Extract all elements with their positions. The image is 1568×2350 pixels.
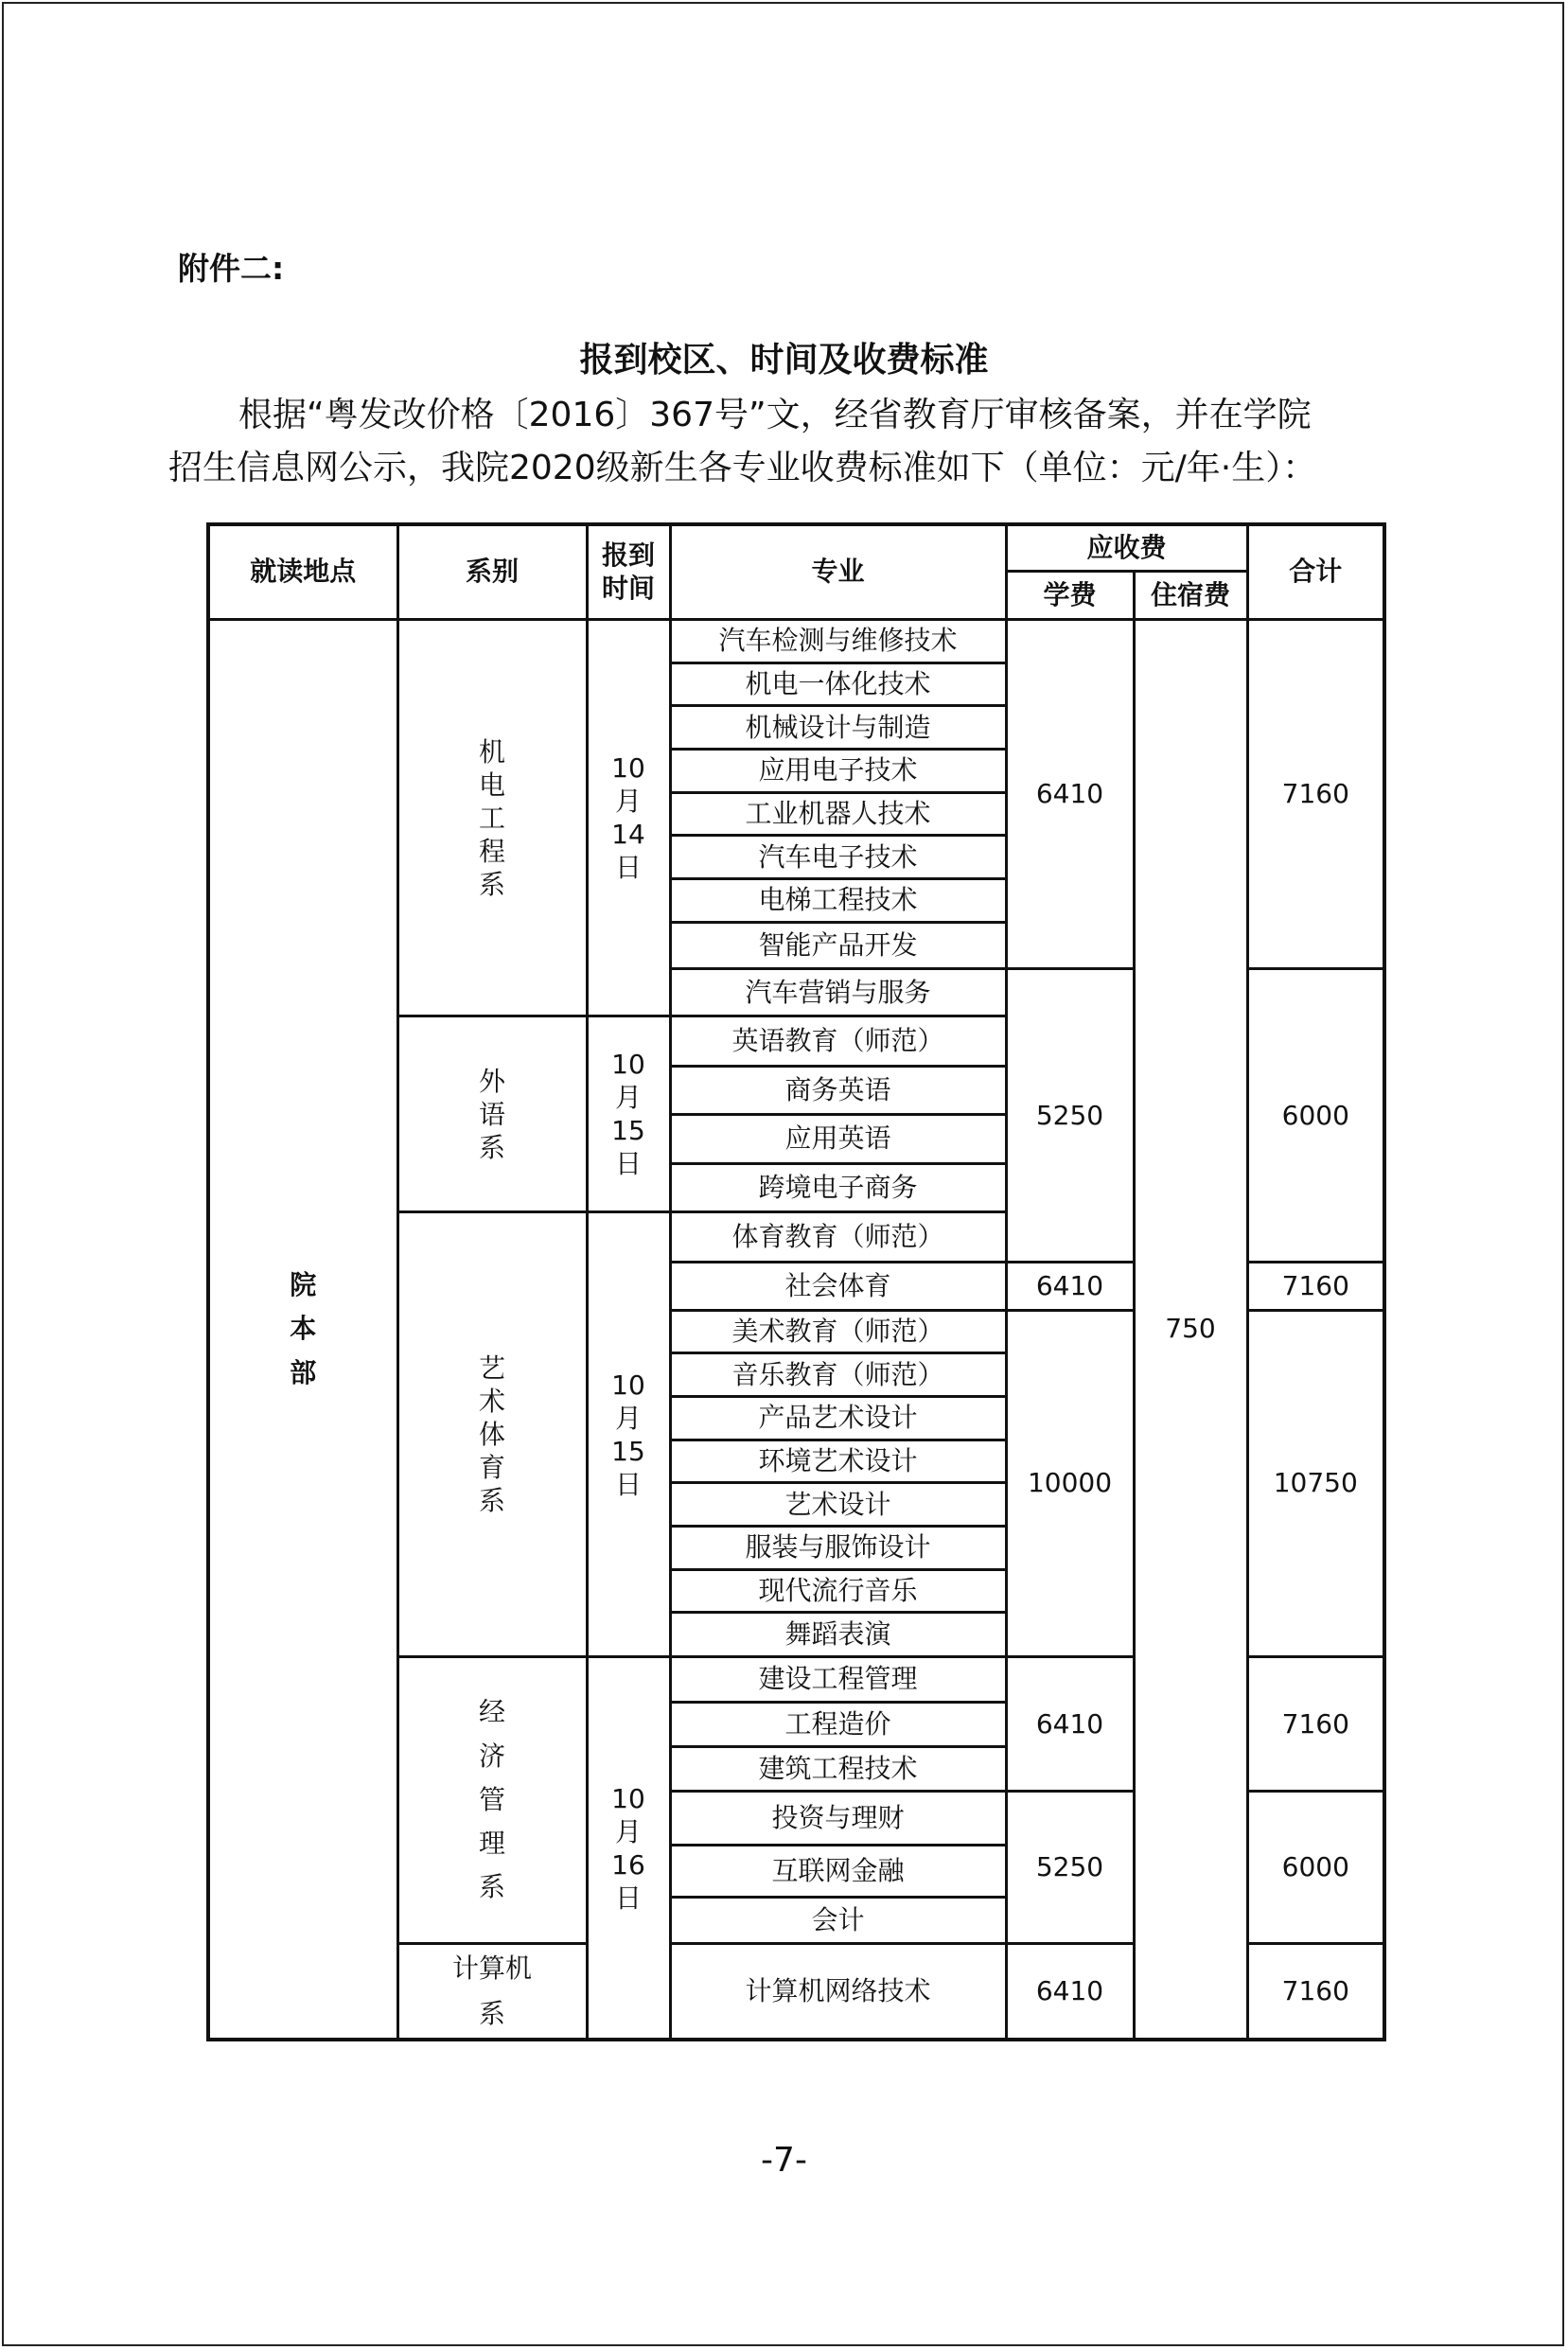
accommodation-cell: 750 — [1134, 619, 1247, 2040]
document-title: 报到校区、时间及收费标准 — [579, 341, 989, 380]
paragraph-line-2: 招生信息网公示，我院2020级新生各专业收费标准如下（单位：元/年·生）： — [168, 449, 1317, 487]
tuition-cell: 6410 — [1006, 1263, 1134, 1311]
department-comp-text: 计算机系 — [451, 1952, 532, 2029]
time-oct15a-text: 10月15日 — [611, 1049, 645, 1180]
header-department: 系别 — [397, 524, 587, 619]
header-accommodation: 住宿费 — [1134, 572, 1247, 620]
tuition-cell: 5250 — [1006, 1792, 1134, 1943]
fee-table — [206, 522, 1386, 2041]
major-cell: 舞蹈表演 — [670, 1613, 1006, 1657]
time-oct15b-text: 10月15日 — [611, 1369, 645, 1500]
major-cell: 工程造价 — [670, 1702, 1006, 1746]
header-major: 专业 — [670, 524, 1006, 619]
major-cell: 汽车电子技术 — [670, 836, 1006, 879]
major-cell: 互联网金融 — [670, 1846, 1006, 1898]
major-cell: 艺术设计 — [670, 1483, 1006, 1527]
major-cell: 汽车营销与服务 — [670, 969, 1006, 1016]
major-cell: 现代流行音乐 — [670, 1569, 1006, 1613]
department-lang — [397, 1016, 587, 1212]
time-oct15a — [587, 1016, 670, 1212]
total-cell: 7160 — [1247, 619, 1384, 968]
tuition-cell: 6410 — [1006, 1943, 1134, 2040]
department-econ — [397, 1657, 587, 1943]
header-fees: 应收费 — [1006, 524, 1247, 572]
major-cell: 机械设计与制造 — [670, 706, 1006, 750]
header-report-time — [587, 524, 670, 619]
major-cell: 体育教育（师范） — [670, 1212, 1006, 1263]
time-oct16 — [587, 1657, 670, 2040]
tuition-cell: 6410 — [1006, 1657, 1134, 1792]
major-cell: 机电一体化技术 — [670, 663, 1006, 706]
major-cell: 汽车检测与维修技术 — [670, 619, 1006, 663]
major-cell: 商务英语 — [670, 1066, 1006, 1114]
time-oct15b — [587, 1212, 670, 1657]
total-cell: 7160 — [1247, 1657, 1384, 1792]
major-cell: 音乐教育（师范） — [670, 1353, 1006, 1397]
major-cell: 投资与理财 — [670, 1792, 1006, 1846]
department-art-text: 艺术体育系 — [478, 1352, 505, 1517]
tuition-cell: 6410 — [1006, 619, 1134, 968]
department-lang-text: 外语系 — [478, 1065, 505, 1163]
major-cell: 环境艺术设计 — [670, 1440, 1006, 1483]
major-cell: 英语教育（师范） — [670, 1016, 1006, 1067]
major-cell: 电梯工程技术 — [670, 879, 1006, 923]
department-art — [397, 1212, 587, 1657]
header-tuition: 学费 — [1006, 572, 1134, 620]
major-cell: 工业机器人技术 — [670, 792, 1006, 836]
major-cell: 计算机网络技术 — [670, 1943, 1006, 2040]
tuition-cell: 10000 — [1006, 1310, 1134, 1656]
time-oct16-text: 10月16日 — [611, 1782, 645, 1914]
tuition-cell: 5250 — [1006, 969, 1134, 1263]
major-cell: 美术教育（师范） — [670, 1310, 1006, 1353]
department-econ-text: 经济管理系 — [478, 1696, 505, 1903]
time-oct14-text: 10月14日 — [611, 752, 645, 884]
location-cell — [208, 619, 397, 2040]
major-cell: 服装与服饰设计 — [670, 1527, 1006, 1570]
header-report-time-text: 报到时间 — [601, 539, 655, 605]
page-number: -7- — [761, 2141, 807, 2180]
major-cell: 产品艺术设计 — [670, 1397, 1006, 1440]
major-cell: 社会体育 — [670, 1263, 1006, 1311]
time-oct14 — [587, 619, 670, 1016]
total-cell: 10750 — [1247, 1310, 1384, 1656]
total-cell: 6000 — [1247, 1792, 1384, 1943]
total-cell: 7160 — [1247, 1263, 1384, 1311]
total-cell: 6000 — [1247, 969, 1384, 1263]
major-cell: 应用电子技术 — [670, 750, 1006, 793]
major-cell: 跨境电子商务 — [670, 1164, 1006, 1212]
major-cell: 应用英语 — [670, 1114, 1006, 1164]
total-cell: 7160 — [1247, 1943, 1384, 2040]
major-cell: 建设工程管理 — [670, 1657, 1006, 1703]
paragraph-line-1: 根据“粤发改价格〔2016〕367号”文，经省教育厅审核备案，并在学院 — [238, 396, 1312, 434]
header-location: 就读地点 — [208, 524, 397, 619]
annex-label: 附件二: — [178, 250, 285, 287]
department-mech — [397, 619, 587, 1016]
location-text: 院本部 — [290, 1269, 317, 1388]
major-cell: 智能产品开发 — [670, 922, 1006, 969]
major-cell: 建筑工程技术 — [670, 1746, 1006, 1792]
header-total: 合计 — [1247, 524, 1384, 619]
department-comp — [397, 1943, 587, 2040]
major-cell: 会计 — [670, 1897, 1006, 1943]
department-mech-text: 机电工程系 — [478, 735, 505, 900]
